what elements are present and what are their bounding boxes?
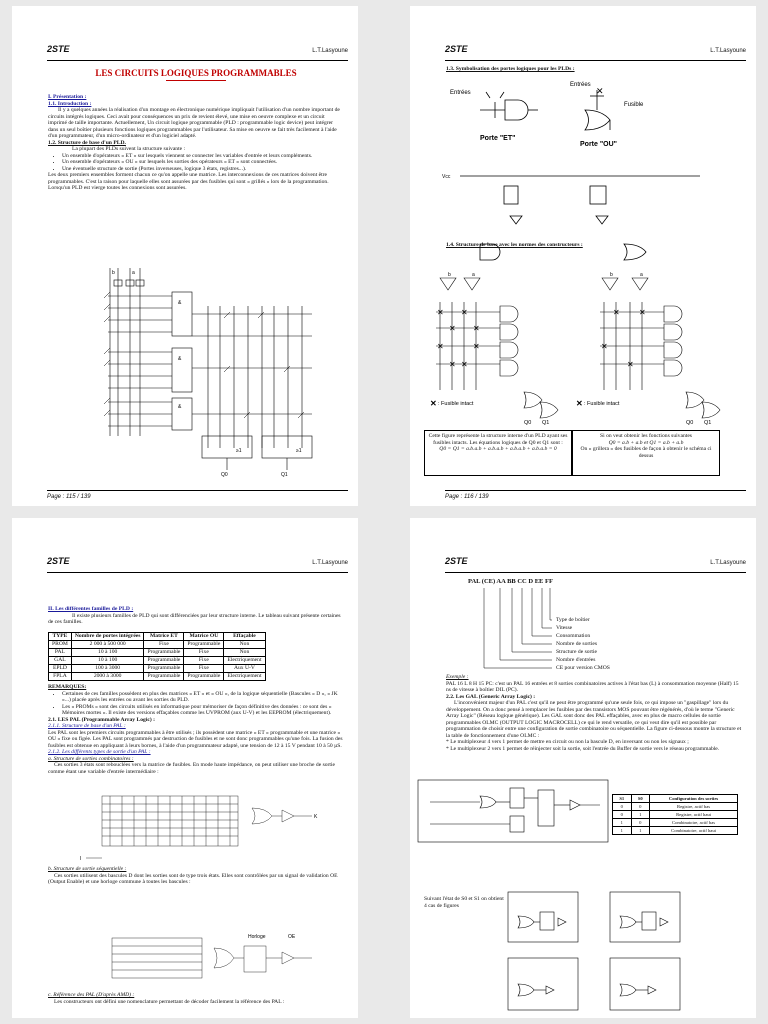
legend-item: Nombre d'entrées	[556, 657, 596, 663]
header-school: 2STE	[445, 44, 468, 54]
table-cell: Registre, actif haut	[650, 811, 738, 819]
page-footer: Page : 115 / 139	[47, 490, 348, 500]
gal-text: Exemple : PAL 16 L 8 H 15 PC: c'est un PAL 16 entrées et 8 sorties combinatoires actives à l'état bas (L) à consommation moyenne (Half) 15 ns de vitesse à boîtier DIL (PC). 2.2. Les GAL (Generic Array Logic) : L'inconvénient majeur d'un PAL c'est qu'il ne peut être programmé qu'une seule fois, ce qui impose un "gaspillage" lors du développement. On a donc pensé à remplacer les fusibles par des transistors MOS pouvant être régénérés, d'où le terme "Generic Array Logic" (Réseau logique générique). Les GAL sont donc des PAL effaçables, avec en plus de macro cellules de sortie programmables OLMC (OUTPUT LOGIC MACROCELL) ce qui le rend versatile, ce qui veut dire qu'il est possible par programmation de choisir entre une configuration de sortie combinatoire ou séquentielle. La figure ci-dessous montre la structure et la table de fonctionnement d'une OLMC : * Le multiplexeur 4 vers 1 permet de mettre en circuit ou non la bascule D, en inversant ou non les signaux ; * Le multiplexeur 2 vers 1 permet de réinjecter soit la sortie, soit l'entrée du Buffer de sortie vers le réseau programmable.	[446, 674, 742, 752]
svg-text:&: &	[178, 300, 182, 306]
column-header: Nombre de portes intégrées	[71, 633, 144, 641]
table-cell: GAL	[49, 657, 72, 665]
table-cell: Combinatoire, actif haut	[650, 827, 738, 835]
paragraph: * Le multiplexeur 2 vers 1 permet de réinjecter soit la sortie, soit l'entrée du Buffer de sortie vers le réseau programmable.	[446, 745, 720, 752]
header-author: L.T.Lasyoune	[710, 48, 746, 54]
page-footer: Page : 116 / 139	[445, 490, 746, 500]
table-cell: Non	[224, 649, 265, 657]
svg-text:✕: ✕	[437, 308, 444, 317]
svg-text:✕: ✕	[627, 360, 634, 369]
label-porte-et: Porte "ET"	[480, 135, 516, 142]
pld-structure-diagram	[12, 6, 358, 506]
paragraph: Les deux premiers ensembles forment chacun ce qu'on appelle une matrice. Les interconnexions de ces matrices doivent être programmables. C'est la raison pour laquelle elles sont assurées par des fusibles qui sont « grillés » lors de la programmation. Lorsqu'un PLD est vierge toutes les connexions sont assurées.	[48, 172, 329, 191]
table-cell: PAL	[49, 649, 72, 657]
table-cell: Programmable	[144, 665, 184, 673]
page-115	[12, 6, 358, 506]
svg-text:✕: ✕	[449, 324, 456, 333]
table-cell: Aux U-V	[224, 665, 265, 673]
label-q1-2: Q1	[704, 420, 712, 426]
label-fusible: Fusible	[624, 102, 644, 108]
label-q0-2: Q0	[686, 420, 694, 426]
pal-text: REMARQUES: • Certaines de ces familles possèdent en plus des matrices « ET » et « OU », de la logique séquentielle (Bascules « D », « JK »...) placée après les entrées ou avant les sorties du PLD. • Les « PROMs » sont des circuits utilisés en informatique pour mémoriser de façon définitive des données : ce sont des « Mémoires mortes ». Il existe des versions effaçables comme les UVPROM (aux U-V) et les EEPROM (électriquement). 2.1. LES PAL (Programmable Array Logic) : 2.1.1. Structure de base d'un PAL : Les PAL sont les premiers circuits programmables à être utilisés ; ils possèdent une matrice « ET » programmable et une matrice « OU » fixe ou figée. Les PAL sont programmés par destruction de fusibles et ne sont donc programmables qu'une fois. La fusion des fusibles est obtenue en appliquant à leurs bornes, à l'aide d'un programmateur adapté, une tension de 12 à 15 V pendant 10 à 50 µS. 2.1.2. Les différents types de sortie d'un PAL : a. Structure de sorties combinatoires : Ces sorties 3 états sont rebouclées vers la matrice de fusibles. En mode haute impédance, on peut utiliser une broche de sortie comme étant une variable d'entrée intermédiaire :	[48, 684, 344, 775]
label-q0: Q0	[524, 420, 532, 426]
section-heading: 1.2. Structure de base d'un PLD.	[48, 139, 126, 146]
paragraph: Ces sorties utilisent des bascules D dont les sorties sont de type trois états. Elles sont contrôlées par un signal de validation OE (Output Enable) et une horloge commune à toutes les bascules :	[48, 872, 338, 885]
column-header: Matrice ET	[144, 633, 184, 641]
section-heading: 1.3. Symbolisation des portes logiques pour les PLDs :	[446, 66, 575, 72]
svg-text:✕: ✕	[461, 308, 468, 317]
table-cell: Programmable	[184, 641, 224, 649]
section-heading: I. Présentation :	[48, 94, 87, 100]
legend-item: Vitesse	[556, 625, 573, 631]
label-q1: Q1	[542, 420, 550, 426]
label-oe: OE	[288, 934, 296, 940]
section-heading: 1.4. Structure de base avec les normes des constructeurs :	[446, 242, 583, 248]
table-cell: Fixe	[184, 657, 224, 665]
label-entrees: Entrées	[450, 90, 471, 96]
table-cell: PROM	[49, 641, 72, 649]
label-porte-ou: Porte "OU"	[580, 141, 617, 148]
svg-text:&: &	[178, 404, 182, 410]
header-author: L.T.Lasyoune	[710, 560, 746, 566]
header-school: 2STE	[47, 44, 70, 54]
label-a-2: a	[640, 272, 643, 278]
column-header: TYPE	[49, 633, 72, 641]
label-b: b	[112, 270, 115, 276]
table-cell: Non	[224, 641, 265, 649]
paragraph: PAL 16 L 8 H 15 PC: c'est un PAL 16 entrées et 8 sorties combinatoires actives à l'état bas (L) à consommation moyenne (Half) 15 ns de vitesse à boîtier DIL (PC).	[446, 680, 739, 693]
svg-text:✕: ✕	[461, 360, 468, 369]
page-116	[410, 6, 756, 506]
table-cell: Programmable	[184, 673, 224, 681]
table-cell: Electriquement	[224, 673, 265, 681]
list-item: • Un ensemble d'opérateurs « ET » sur lesquels viennent se connecter les variables d'entrée et leurs compléments.	[62, 153, 344, 160]
svg-text:≥1: ≥1	[236, 448, 242, 454]
svg-text:✕: ✕	[601, 342, 608, 351]
label-horloge: Horloge	[248, 934, 266, 940]
table-cell: Fixe	[184, 649, 224, 657]
svg-text:✕: ✕	[430, 399, 437, 408]
table-cell: Programmable	[144, 657, 184, 665]
label-vcc: Vcc	[442, 174, 451, 180]
table-cell: 0	[613, 811, 632, 819]
pal-output-diagrams	[12, 518, 358, 1018]
table-cell: 0	[631, 819, 650, 827]
table-cell: EPLD	[49, 665, 72, 673]
list-item: • Certaines de ces familles possèdent en plus des matrices « ET » et « OU », de la logique séquentielle (Bascules « D », « JK »...) placée après les entrées ou avant les sorties du PLD.	[62, 691, 344, 704]
svg-text:✕: ✕	[596, 86, 604, 96]
svg-text:✕: ✕	[613, 308, 620, 317]
table-cell: 10 à 100	[71, 657, 144, 665]
table-cell: 2 000 à 500 000	[71, 641, 144, 649]
table-cell: 0	[613, 803, 632, 811]
label-b: b	[448, 272, 451, 278]
label-b-2: b	[610, 272, 613, 278]
svg-text:✕: ✕	[473, 342, 480, 351]
table-cell: 2000 à 3000	[71, 673, 144, 681]
column-header: Effaçable	[224, 633, 265, 641]
families-text: II. Les différentes familles de PLD : Il existe plusieurs familles de PLD qui sont différenciées par leur structure interne. Le tableau suivant présente certaines de ces familles.	[48, 606, 344, 626]
label-a: a	[132, 270, 135, 276]
header-school: 2STE	[47, 556, 70, 566]
label-entrees-2: Entrées	[570, 82, 591, 88]
page-families	[12, 518, 358, 1018]
legend-item: Consommation	[556, 633, 591, 639]
label-q0: Q0	[221, 472, 228, 478]
paragraph: Les PAL sont les premiers circuits programmables à être utilisés ; ils possèdent une matrice « ET » programmable et une matrice « OU » fixe ou figée. Les PAL sont programmés par destruction de fusibles et ne sont donc programmables qu'une fois. La fusion des fusibles est obtenue en appliquant à leurs bornes, à l'aide d'un programmateur adapté, une tension de 12 à 15 V pendant 10 à 50 µS.	[48, 729, 343, 749]
paragraph: * Le multiplexeur 4 vers 1 permet de mettre en circuit ou non la bascule D, en inversant ou non les signaux ;	[446, 739, 689, 745]
table-header-row: S1 S0 Configuration des sorties	[613, 795, 738, 803]
svg-text:✕: ✕	[449, 360, 456, 369]
pal-reference-code: PAL (CE) AA BB CC D EE FF	[468, 578, 553, 585]
table-cell: 1	[613, 819, 632, 827]
table-cell: FPLA	[49, 673, 72, 681]
column-header: Matrice OU	[184, 633, 224, 641]
label-a: a	[472, 272, 475, 278]
table-cell: 1	[613, 827, 632, 835]
table-cell: Programmable	[144, 649, 184, 657]
section-heading: 1.1. Introduction :	[48, 100, 92, 107]
table-cell: 10 à 100	[71, 649, 144, 657]
label-q1: Q1	[281, 472, 288, 478]
ref-text: c. Référence des PAL (D'après AMD) : Les constructeurs ont défini une nomenclature permettant de décoder facilement la référence des PAL :	[48, 992, 344, 1005]
table-cell: Registre, actif bas	[650, 803, 738, 811]
paragraph: Il y a quelques années la réalisation d'un montage en électronique numérique impliquait l'utilisation d'un nombre important de circuits intégrés logiques. Ceci avait pour conséquences un prix de revient élevé, une mise en oeuvre complexe et un circuit imprimé de taille importante. Actuellement, Un circuit logique programmable (PLD : programmable logic device) peut intégrer dans un seul boîtier plusieurs fonctions logiques programmables par l'utilisateur. Sa mise en oeuvre se fait très facilement à l'aide d'un programmateur, d'un micro-ordinateur et d'un logiciel adapté.	[48, 107, 340, 139]
list-item: • Les « PROMs » sont des circuits utilisés en informatique pour mémoriser de façon définitive des données : ce sont des « Mémoires mortes ». Il existe des versions effaçables comme les UVPROM (aux U-V) et les EEPROM (électriquement).	[62, 704, 344, 717]
table-cell: Combinatoire, actif bas	[650, 819, 738, 827]
label-i: I	[80, 856, 82, 862]
paragraph: La plupart des PLDs suivent la structure suivante :	[72, 146, 186, 152]
table-cell: 1	[631, 827, 650, 835]
legend-item: Structure de sortie	[556, 649, 598, 655]
page-title: LES CIRCUITS LOGIQUES PROGRAMMABLES	[48, 68, 344, 81]
seq-text: b. Structure de sortie séquentielle : Ces sorties utilisent des bascules D dont les sorties sont de type trois états. Elles sont contrôlées par un signal de validation OE (Output Enable) et une horloge commune à toutes les bascules :	[48, 866, 344, 886]
svg-text:✕: ✕	[639, 308, 646, 317]
legend-item: CE pour version CMOS	[556, 665, 610, 671]
label-fusible-intact: : Fusible intact	[438, 401, 474, 407]
header-author: L.T.Lasyoune	[312, 560, 348, 566]
table-cell: 1	[631, 811, 650, 819]
paragraph: L'inconvénient majeur d'un PAL c'est qu'il ne peut être programmé qu'une seule fois, ce qui impose un "gaspillage" lors du développement. On a donc pensé à remplacer les fusibles par des transistors MOS pouvant être régénérés, d'où le terme "Generic Array Logic" (Réseau logique générique). Les GAL sont donc des PAL effaçables, avec en plus de macro cellules de sortie programmables OLMC (OUTPUT LOGIC MACROCELL) ce qui le rend versatile, ce qui veut dire qu'il est possible par programmation de choisir entre une configuration de sortie combinatoire ou séquentielle. La figure ci-dessous montre la structure et la table de fonctionnement d'une OLMC :	[446, 700, 742, 739]
svg-text:&: &	[178, 356, 182, 362]
paragraph: Ces sorties 3 états sont rebouclées vers la matrice de fusibles. En mode haute impédance, on peut utiliser une broche de sortie comme étant une variable d'entrée intermédiaire :	[48, 762, 335, 775]
table-cell: Programmable	[144, 673, 184, 681]
legend-item: Type de boîtier	[556, 617, 590, 623]
header-author: L.T.Lasyoune	[312, 48, 348, 54]
table-cell: 100 à 3000	[71, 665, 144, 673]
svg-text:✕: ✕	[437, 342, 444, 351]
svg-text:✕: ✕	[473, 324, 480, 333]
header-school: 2STE	[445, 556, 468, 566]
list-item: • Une éventuelle structure de sortie (Portes inverseuses, logique 3 états, registres...).	[62, 166, 344, 173]
label-k: K	[314, 814, 318, 820]
paragraph: Les constructeurs ont défini une nomenclature permettant de décoder facilement la référence des PAL :	[54, 998, 285, 1005]
legend-item: Nombre de sorties	[556, 641, 598, 647]
svg-text:✕: ✕	[576, 399, 583, 408]
note-box-right: Si on veut obtenir les fonctions suivantes Q0 = a.b + a.b et Q1 = a.b + a.b On « grillera » des fusibles de façon à obtenir le schéma ci dessus	[572, 430, 720, 476]
table-cell: Fixe	[144, 641, 184, 649]
page-gal	[410, 518, 756, 1018]
note-box-left: Cette figure représente la structure interne d'un PLD ayant ses fusibles intacts. Les équations logiques de Q0 et Q1 sont : Q0 = Q1 = a.b.a.b + a.b.a.b + a.b.a.b + a.b.a.b = 0	[424, 430, 572, 476]
table-cell: Fixe	[184, 665, 224, 673]
svg-text:≥1: ≥1	[296, 448, 302, 454]
list-item: • Un ensemble d'opérateurs « OU » sur lesquels les sorties des opérateurs « ET » sont connectées.	[62, 159, 344, 166]
four-cases-diagrams	[410, 518, 756, 1018]
paragraph: Il existe plusieurs familles de PLD qui sont différenciées par leur structure interne. Le tableau suivant présente certaines de ces familles.	[48, 612, 341, 625]
table-cell: Electriquement	[224, 657, 265, 665]
label-fusible-intact-2: : Fusible intact	[584, 401, 620, 407]
table-cell: 0	[631, 803, 650, 811]
s0s1-text: Suivant l'état de S0 et S1 on obtient 4 cas de figures	[424, 896, 504, 909]
